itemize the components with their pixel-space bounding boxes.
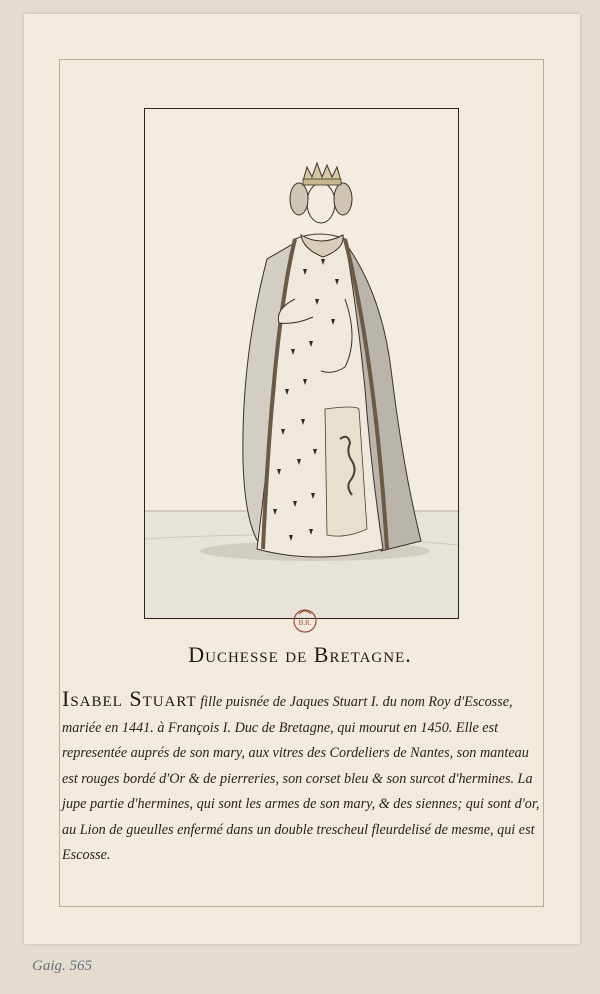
stamp-text: B.R. xyxy=(298,619,312,627)
library-stamp-icon xyxy=(292,606,318,634)
page-title: Duchesse de Bretagne. xyxy=(188,642,412,667)
shelfmark-annotation: Gaig. 565 xyxy=(32,958,92,974)
caption-text-block xyxy=(62,686,546,869)
portrait-plate xyxy=(144,108,459,619)
duchess-figure-illustration xyxy=(145,109,458,618)
caption-body: fille puisnée de Jaques Stuart I. du nom Roy d'Escosse, mariée en 1441. à François I. Duc de Bretagne, qui mourut en 1450. Elle est representée auprés de son mary, aux vitres des Cordeliers de Nantes, son manteau est rouges bordé d'Or & de pierreries, son corset bleu & son surcot d'hermines. La jupe partie d'hermines, qui sont les armes de son mary, & des siennes; qui sont d'or, au Lion de gueulles enfermé dans un double trescheul fleurdelisé de mesme, qui est Escosse. xyxy=(62,694,540,863)
caption-subject-name: Isabel Stuart xyxy=(62,686,197,711)
